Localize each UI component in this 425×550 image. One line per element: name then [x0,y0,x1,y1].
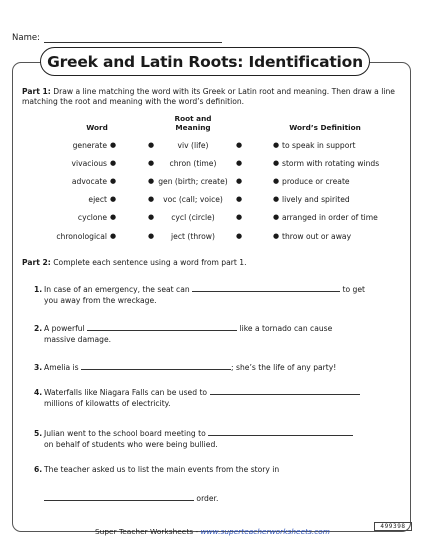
match-root: gen (birth; create) [158,177,228,186]
part2-text: Complete each sentence using a word from part 1. [53,258,247,267]
question-text: massive damage. [44,335,112,344]
question-6 [34,464,404,476]
part2-instructions [22,258,404,268]
match-word: eject [88,195,107,204]
match-definition: throw out or away [282,232,352,241]
question-text: on behalf of students who were being bullied. [44,440,218,449]
answer-blank[interactable] [192,284,340,292]
answer-blank[interactable] [87,323,237,331]
word-dot[interactable]: ● [110,159,117,167]
match-row [0,159,425,171]
question-2 [34,323,404,347]
root-left-dot[interactable]: ● [148,177,155,185]
question-text: The teacher asked us to list the main events from the story in [44,465,280,474]
question-text: millions of kilowatts of electricity. [44,399,171,408]
definition-dot[interactable]: ● [273,213,280,221]
match-root: voc (call; voice) [163,195,223,204]
question-5 [34,428,404,452]
match-row [0,195,425,207]
word-dot[interactable]: ● [110,232,117,240]
match-definition: lively and spirited [282,195,350,204]
root-right-dot[interactable]: ● [236,213,243,221]
name-label: Name: [12,33,40,43]
question-number: 5. [34,429,43,438]
match-root: chron (time) [169,159,217,168]
definition-dot[interactable]: ● [273,232,280,240]
footer [0,527,425,536]
column-header-root-line2: Meaning [175,122,211,132]
column-header-root [153,115,233,132]
match-root: cycl (circle) [171,213,215,222]
question-number: 2. [34,324,43,333]
root-left-dot[interactable]: ● [148,232,155,240]
worksheet-code: 499398 [374,522,412,531]
match-root: viv (life) [177,141,209,150]
part1-instructions [22,87,404,107]
question-text: like a tornado can cause [239,324,333,333]
root-left-dot[interactable]: ● [148,159,155,167]
match-row [0,232,425,244]
worksheet-title: Greek and Latin Roots: Identification [40,47,370,76]
question-text: to get [342,285,366,294]
definition-dot[interactable]: ● [273,177,280,185]
question-text: Waterfalls like Niagara Falls can be used to [44,388,208,397]
match-root: ject (throw) [171,232,215,241]
question-number: 3. [34,363,43,372]
name-field[interactable] [12,33,222,43]
match-word: vivacious [71,159,107,168]
column-header-definition: Word’s Definition [289,123,361,132]
footer-link[interactable]: www.superteacherworksheets.com [200,527,330,536]
root-right-dot[interactable]: ● [236,177,243,185]
root-right-dot[interactable]: ● [236,159,243,167]
answer-blank[interactable] [210,387,360,395]
match-word: chronological [56,232,107,241]
question-text: ; she’s the life of any party! [231,363,337,372]
question-number: 1. [34,285,43,294]
part2-label: Part 2: [22,258,51,267]
question-number: 6. [34,465,43,474]
match-definition: produce or create [282,177,350,186]
root-left-dot[interactable]: ● [148,213,155,221]
root-left-dot[interactable]: ● [148,141,155,149]
question-6-answer-line [44,493,404,505]
footer-brand: Super Teacher Worksheets - [94,527,201,536]
question-text: In case of an emergency, the seat can [44,285,190,294]
word-dot[interactable]: ● [110,195,117,203]
part1-label: Part 1: [22,87,51,96]
question-text: order. [196,494,219,503]
match-row [0,213,425,225]
definition-dot[interactable]: ● [273,195,280,203]
match-word: advocate [71,177,107,186]
question-1 [34,284,404,308]
match-row [0,141,425,153]
question-text: Julian went to the school board meeting to [44,429,206,438]
question-number: 4. [34,388,43,397]
match-definition: arranged in order of time [282,213,378,222]
word-dot[interactable]: ● [110,141,117,149]
definition-dot[interactable]: ● [273,141,280,149]
column-header-word: Word [86,123,108,132]
part1-text: Draw a line matching the word with its Greek or Latin root and meaning. Then draw a line matching the root and meaning with the word’s definition. [22,87,395,106]
question-4 [34,387,404,411]
match-row [0,177,425,189]
root-right-dot[interactable]: ● [236,195,243,203]
name-line[interactable] [44,33,222,43]
column-header-root-line1: Root and [174,114,212,123]
root-right-dot[interactable]: ● [236,232,243,240]
root-right-dot[interactable]: ● [236,141,243,149]
match-definition: storm with rotating winds [282,159,380,168]
question-text: Amelia is [44,363,79,372]
question-text: A powerful [44,324,85,333]
match-definition: to speak in support [282,141,356,150]
question-text: you away from the wreckage. [44,296,157,305]
definition-dot[interactable]: ● [273,159,280,167]
question-3 [34,362,404,374]
word-dot[interactable]: ● [110,213,117,221]
root-left-dot[interactable]: ● [148,195,155,203]
answer-blank[interactable] [208,428,353,436]
match-word: cyclone [77,213,107,222]
word-dot[interactable]: ● [110,177,117,185]
answer-blank[interactable] [44,493,194,501]
answer-blank[interactable] [81,362,231,370]
match-word: generate [72,141,107,150]
